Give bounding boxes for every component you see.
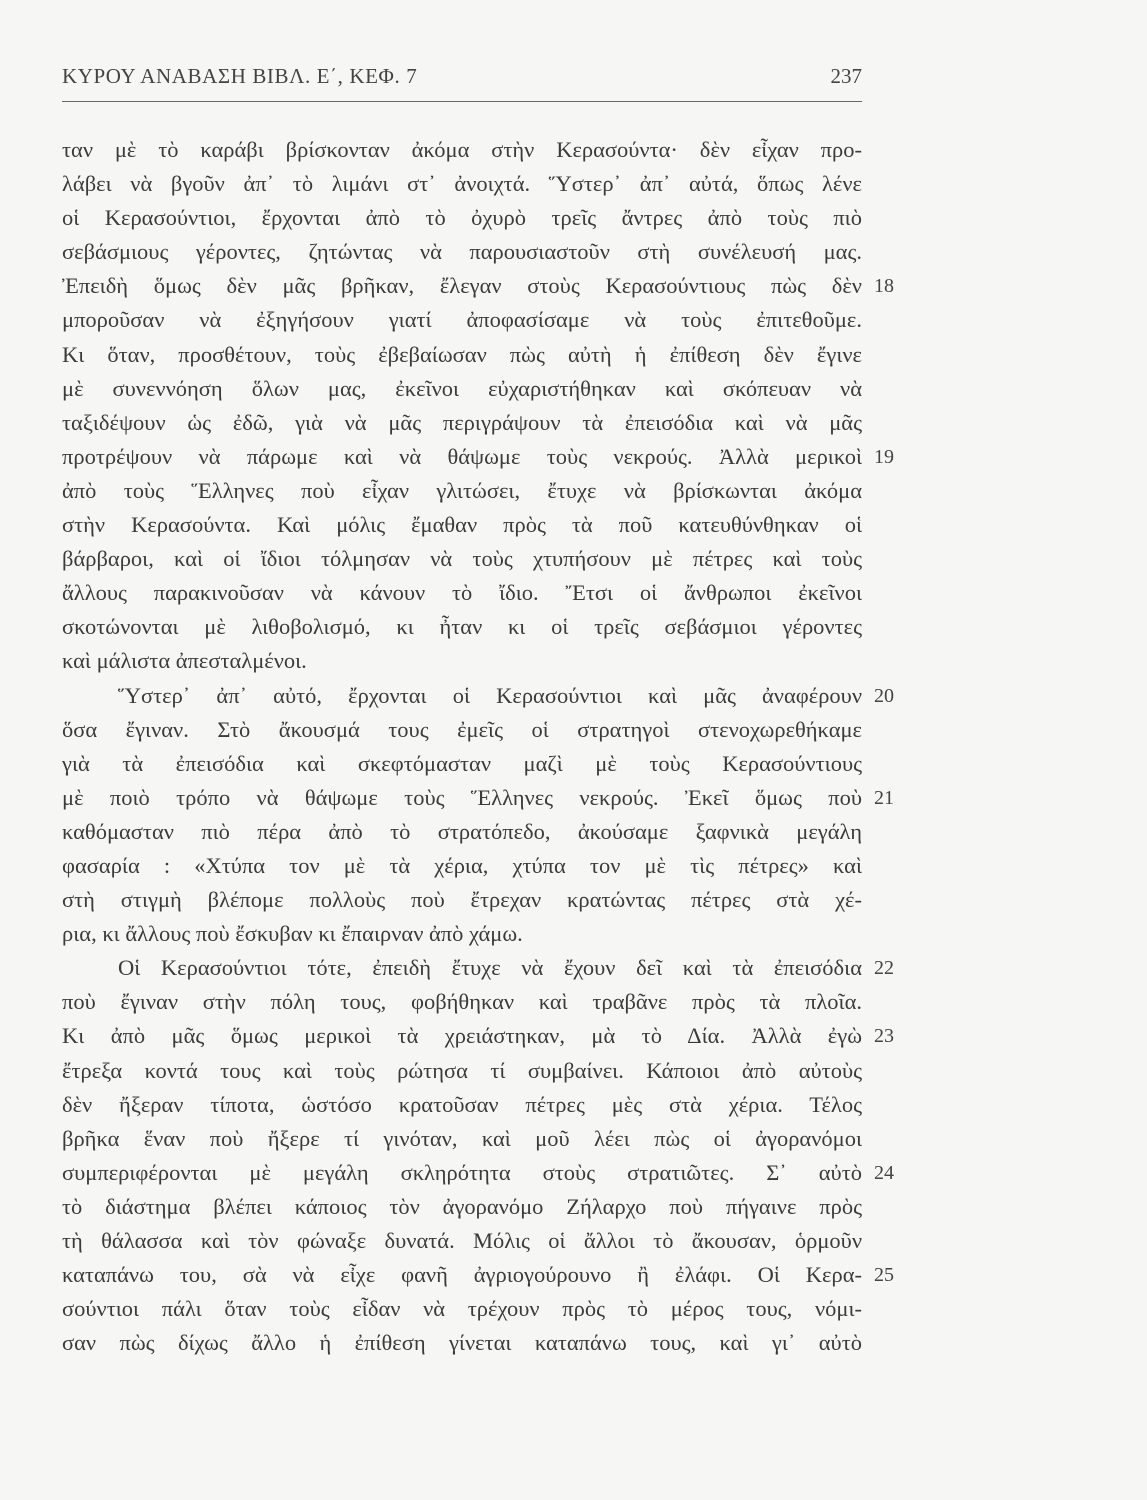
text-line: καταπάνω του, σὰ νὰ εἶχε φανῆ ἀγριογούρουνο ἢ ἐλάφι. Οἱ Κερα- 25 [62,1258,862,1292]
text-line: Κι ἀπὸ μᾶς ὅμως μερικοὶ τὰ χρειάστηκαν, μὰ τὸ Δία. Ἀλλὰ ἐγὼ 23 [62,1019,862,1053]
text-line: σεβάσμιους γέροντες, ζητώντας νὰ παρουσιαστοῦν στὴ συνέλευσή μας. [62,239,862,265]
text-line: Ὕστερ᾿ ἀπ᾿ αὐτό, ἔρχονται οἱ Κερασούντιοι καὶ μᾶς ἀναφέρουν 20 [62,679,862,713]
text-line: ἄλλους παρακινοῦσαν νὰ κάνουν τὸ ἴδιο. Ἔτσι οἱ ἄνθρωποι ἐκεῖνοι [62,580,862,606]
section-number: 21 [874,786,894,809]
body-text [62,133,894,1360]
text-line: Ἐπειδὴ ὅμως δὲν μᾶς βρῆκαν, ἔλεγαν στοὺς Κερασούντιους πὼς δὲν 18 [62,269,862,303]
header-rule [62,101,862,102]
text-line: Κι ὅταν, προσθέτουν, τοὺς ἐβεβαίωσαν πὼς αὐτὴ ἡ ἐπίθεση δὲν ἔγινε [62,341,862,367]
text-line: δὲν ἤξεραν τίποτα, ὡστόσο κρατοῦσαν πέτρες μὲς στὰ χέρια. Τέλος [62,1091,862,1117]
text-line: φασαρία : «Χτύπα τον μὲ τὰ χέρια, χτύπα τον μὲ τὶς πέτρες» καὶ [62,852,862,878]
section-number: 18 [874,275,894,298]
text-line: μὲ συνεννόηση ὅλων μας, ἐκεῖνοι εὐχαριστήθηκαν καὶ σκόπευαν νὰ [62,375,862,401]
section-number: 19 [874,445,894,468]
section-number: 20 [874,684,894,707]
section-number: 22 [874,957,894,980]
text-line: στὴν Κερασούντα. Καὶ μόλις ἔμαθαν πρὸς τὰ ποῦ κατευθύνθηκαν οἱ [62,512,862,538]
text-line: προτρέψουν νὰ πάρωμε καὶ νὰ θάψωμε τοὺς νεκρούς. Ἀλλὰ μερικοὶ 19 [62,440,862,474]
text-line: σκοτώνονται μὲ λιθοβολισμό, κι ἦταν κι οἱ τρεῖς σεβάσμιοι γέροντες [62,614,862,640]
page-number: 237 [830,64,862,88]
text-line: ταξιδέψουν ὡς ἐδῶ, γιὰ νὰ μᾶς περιγράψουν τὰ ἐπεισόδια καὶ νὰ μᾶς [62,409,862,435]
text-line: ἀπὸ τοὺς Ἕλληνες ποὺ εἶχαν γλιτώσει, ἔτυχε νὰ βρίσκωνται ἀκόμα [62,477,862,503]
text-line: καὶ μάλιστα ἀπεσταλμένοι. [62,648,307,674]
text-line: τὴ θάλασσα καὶ τὸν φώναξε δυνατά. Μόλις οἱ ἄλλοι τὸ ἄκουσαν, ὁρμοῦν [62,1228,862,1253]
text-line: ποὺ ἔγιναν στὴν πόλη τους, φοβήθηκαν καὶ τραβᾶνε πρὸς τὰ πλοῖα. [62,989,862,1015]
text-line: μποροῦσαν νὰ ἐξηγήσουν γιατί ἀποφασίσαμε νὰ τοὺς ἐπιτεθοῦμε. [62,307,862,333]
text-line: Οἱ Κερασούντιοι τότε, ἐπειδὴ ἔτυχε νὰ ἔχουν δεῖ καὶ τὰ ἐπεισόδια 22 [62,951,862,985]
text-line: μὲ ποιὸ τρόπο νὰ θάψωμε τοὺς Ἕλληνες νεκρούς. Ἐκεῖ ὅμως ποὺ 21 [62,781,862,815]
text-line: σούντιοι πάλι ὅταν τοὺς εἶδαν νὰ τρέχουν πρὸς τὸ μέρος τους, νόμι- [62,1296,862,1322]
text-line: βρῆκα ἕναν ποὺ ἤξερε τί γινόταν, καὶ μοῦ λέει πὼς οἱ ἀγορανόμοι [62,1125,862,1151]
section-number: 23 [874,1025,894,1048]
text-line: ταν μὲ τὸ καράβι βρίσκονταν ἀκόμα στὴν Κερασούντα· δὲν εἶχαν προ- [62,137,862,162]
text-line: λάβει νὰ βγοῦν ἀπ᾿ τὸ λιμάνι στ᾿ ἀνοιχτά. Ὕστερ᾿ ἀπ᾿ αὐτά, ὅπως λένε [62,171,862,197]
running-title: ΚΥΡΟΥ ΑΝΑΒΑΣΗ ΒΙΒΛ. Ε΄, ΚΕΦ. 7 [62,64,418,88]
text-line: βάρβαροι, καὶ οἱ ἴδιοι τόλμησαν νὰ τοὺς χτυπήσουν μὲ πέτρες καὶ τοὺς [62,546,862,572]
section-number: 24 [874,1161,894,1184]
text-line: ρια, κι ἄλλους ποὺ ἔσκυβαν κι ἔπαιρναν ἀπὸ χάμω. [62,921,523,947]
text-line: σαν πὼς δίχως ἄλλο ἡ ἐπίθεση γίνεται καταπάνω τους, καὶ γι᾿ αὐτὸ [62,1330,862,1356]
text-line: ἔτρεξα κοντά τους καὶ τοὺς ρώτησα τί συμβαίνει. Κάποιοι ἀπὸ αὐτοὺς [62,1057,862,1083]
text-line: καθόμασταν πιὸ πέρα ἀπὸ τὸ στρατόπεδο, ἀκούσαμε ξαφνικὰ μεγάλη [62,818,862,844]
text-line: γιὰ τὰ ἐπεισόδια καὶ σκεφτόμασταν μαζὶ μὲ τοὺς Κερασούντιους [62,750,862,776]
text-line: συμπεριφέρονται μὲ μεγάλη σκληρότητα στοὺς στρατιῶτες. Σ᾿ αὐτὸ 24 [62,1156,862,1190]
running-header [62,64,862,96]
section-number: 25 [874,1264,894,1287]
text-line: στὴ στιγμὴ βλέπομε πολλοὺς ποὺ ἔτρεχαν κρατώντας πέτρες στὰ χέ- [62,887,862,913]
text-line: οἱ Κερασούντιοι, ἔρχονται ἀπὸ τὸ ὀχυρὸ τρεῖς ἄντρες ἀπὸ τοὺς πιὸ [62,205,862,231]
text-line: τὸ διάστημα βλέπει κάποιος τὸν ἀγορανόμο Ζήλαρχο ποὺ πήγαινε πρὸς [62,1193,862,1219]
text-line: ὅσα ἔγιναν. Στὸ ἄκουσμά τους ἐμεῖς οἱ στρατηγοὶ στενοχωρεθήκαμε [62,716,862,742]
